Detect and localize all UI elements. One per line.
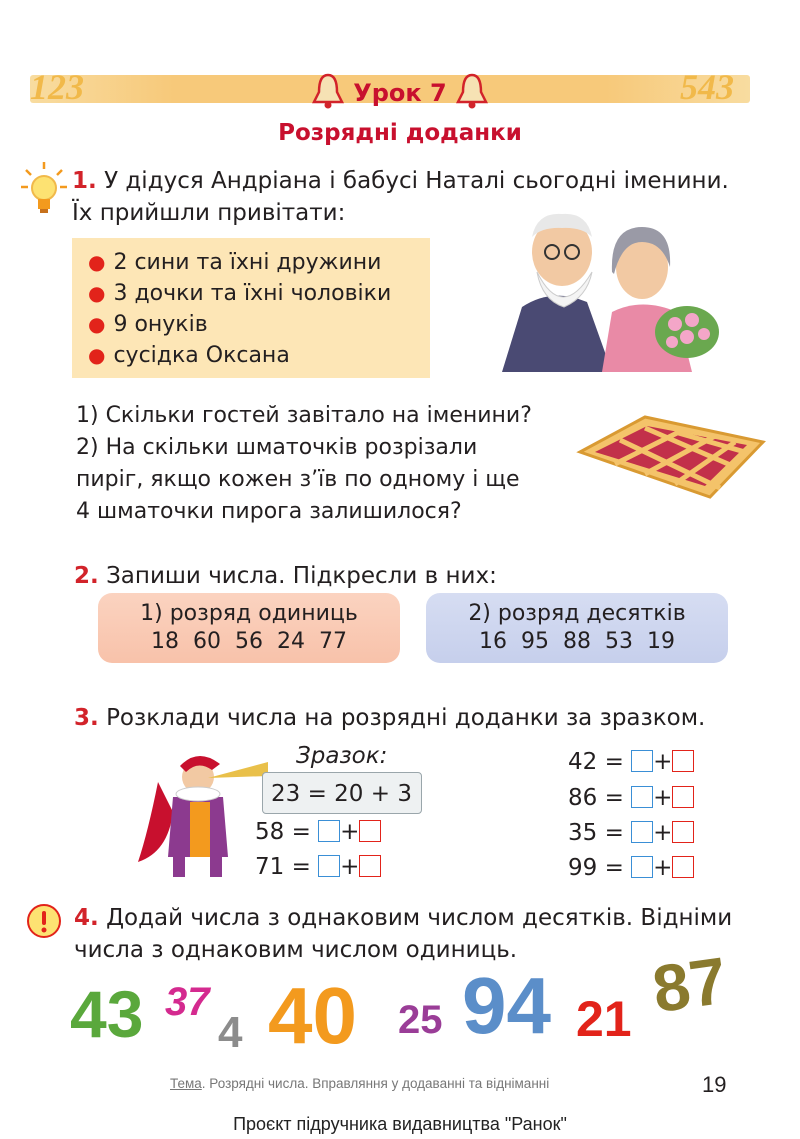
- task2-text: 2. Запиши числа. Підкресли в них:: [74, 563, 497, 589]
- tens-answer-box[interactable]: [631, 856, 653, 878]
- grandparents-illustration: [492, 212, 727, 376]
- equation-row: 35 = +: [568, 817, 694, 849]
- equation-row: 42 = +: [568, 746, 694, 778]
- units-answer-box[interactable]: [672, 786, 694, 808]
- units-group: [98, 593, 400, 663]
- task-number: 3.: [74, 705, 99, 731]
- tens-answer-box[interactable]: [318, 820, 340, 842]
- task-number: 2.: [74, 563, 99, 589]
- tens-answer-box[interactable]: [318, 855, 340, 877]
- tens-group-numbers: 16 95 88 53 19: [479, 629, 675, 654]
- task-number: 1.: [72, 168, 97, 194]
- project-note: Проєкт підручника видавництва "Ранок": [233, 1114, 567, 1134]
- task3-text: 3. Розклади числа на розрядні доданки за зразком.: [74, 705, 706, 731]
- pie-illustration: [575, 412, 767, 506]
- lesson-heading: [0, 72, 800, 116]
- lesson-subtitle: Розрядні доданки: [278, 120, 522, 146]
- tens-answer-box[interactable]: [631, 821, 653, 843]
- equation-row: 86 = +: [568, 782, 694, 814]
- decorative-numbers-left: 123: [30, 67, 84, 107]
- units-answer-box[interactable]: [672, 750, 694, 772]
- bell-icon: [311, 72, 345, 116]
- footer-topic: Тема. Розрядні числа. Вправляння у додаванні та відніманні: [170, 1076, 550, 1091]
- list-item: ● 9 онуків: [88, 312, 208, 337]
- number-87: 87: [648, 942, 732, 1027]
- number-94: 94: [462, 961, 551, 1050]
- decorative-numbers-right: 543: [680, 67, 734, 107]
- units-group-label: 1) розряд одиниць: [140, 601, 358, 626]
- number-25: 25: [398, 998, 443, 1042]
- tens-group: [426, 593, 728, 663]
- guest-list: [72, 238, 430, 378]
- tens-answer-box[interactable]: [631, 786, 653, 808]
- sample-equation: 23 = 20 + 3: [271, 781, 412, 807]
- units-answer-box[interactable]: [359, 820, 381, 842]
- page-number: 19: [702, 1072, 727, 1097]
- equation-row: 71 = +: [255, 851, 381, 883]
- sample-label: Зразок:: [296, 743, 388, 769]
- task1-questions: 1) Скільки гостей завітало на іменини? 2) На скільки шматочків розрізали пиріг, якщо кожен з’їв по одному і ще 4 шматочки пирога залишилося?: [76, 403, 532, 524]
- equation-row: 58 = +: [255, 816, 381, 848]
- task1-text: 1. У дідуся Андріана і бабусі Наталі сьогодні іменини. Їх прийшли привітати:: [72, 168, 729, 226]
- task-number: 4.: [74, 905, 99, 931]
- number-4: 4: [218, 1008, 243, 1057]
- task4-text: 4. Додай числа з однаковим числом десятків. Відніми числа з однаковим числом одиниць.: [74, 905, 733, 963]
- number-43: 43: [70, 977, 144, 1051]
- units-answer-box[interactable]: [672, 856, 694, 878]
- units-answer-box[interactable]: [672, 821, 694, 843]
- bell-icon: [455, 72, 489, 116]
- exclamation-icon: [26, 903, 62, 943]
- equation-row: 99 = +: [568, 852, 694, 884]
- number-21: 21: [576, 991, 632, 1047]
- number-40: 40: [268, 971, 357, 1060]
- lightbulb-icon: [20, 160, 68, 222]
- list-item: ● сусідка Оксана: [88, 343, 290, 368]
- lesson-title: Урок 7: [353, 79, 447, 107]
- list-item: ● 3 дочки та їхні чоловіки: [88, 281, 392, 306]
- units-answer-box[interactable]: [359, 855, 381, 877]
- units-group-numbers: 18 60 56 24 77: [151, 629, 347, 654]
- number-37: 37: [165, 980, 210, 1024]
- tens-answer-box[interactable]: [631, 750, 653, 772]
- tens-group-label: 2) розряд десятків: [468, 601, 686, 626]
- list-item: ● 2 сини та їхні дружини: [88, 250, 382, 275]
